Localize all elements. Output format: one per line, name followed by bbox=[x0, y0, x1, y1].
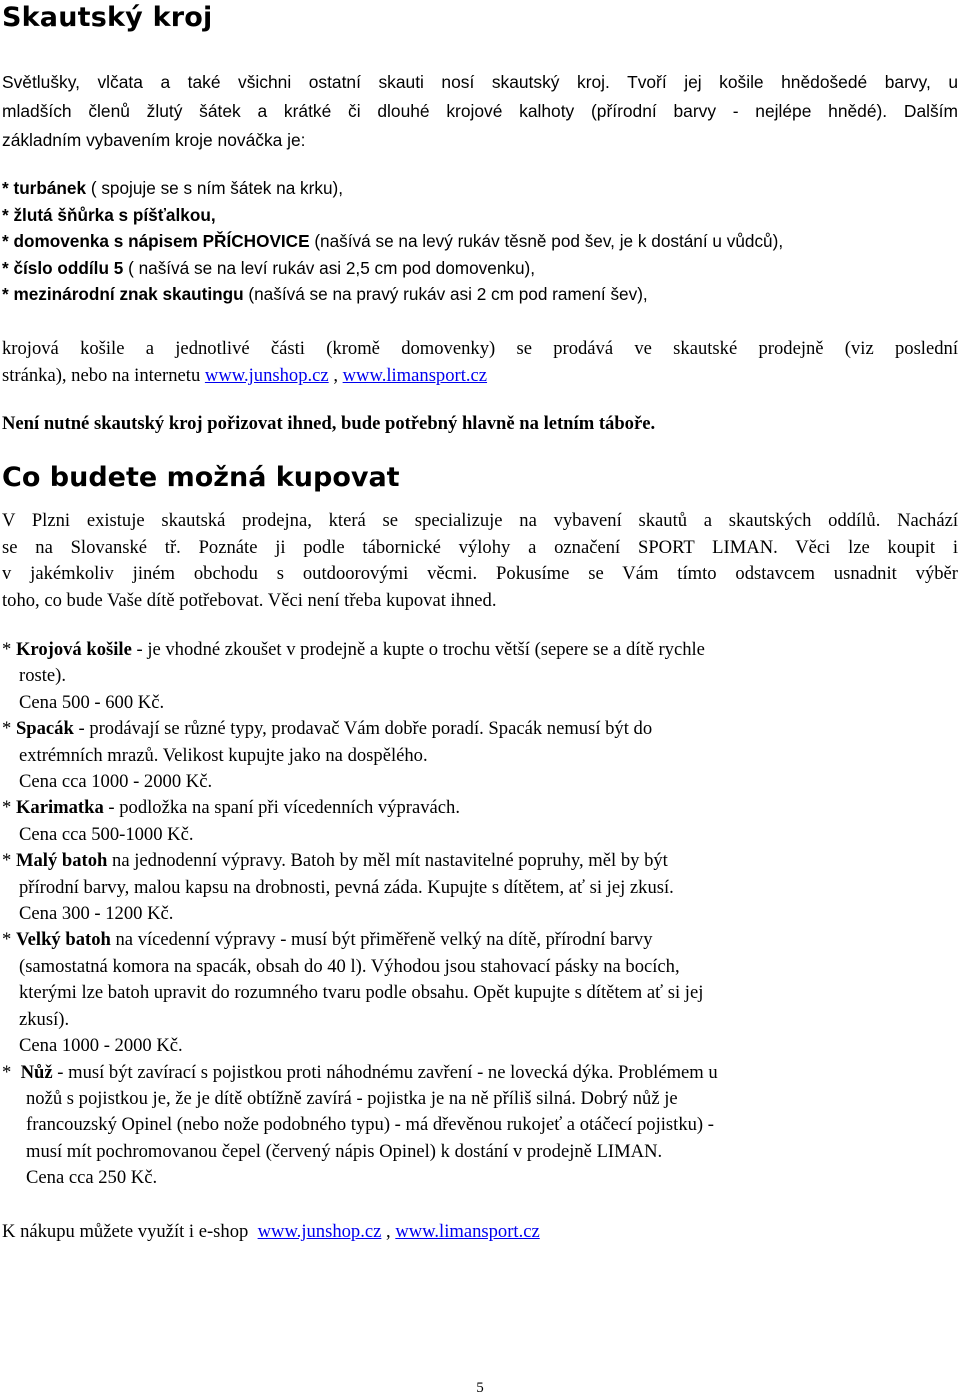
section-title: Co budete možná kupovat bbox=[2, 462, 400, 493]
list-item bbox=[2, 255, 958, 282]
list-item bbox=[2, 202, 958, 229]
item-name: * žlutá šňůrka s píšťalkou, bbox=[2, 204, 216, 225]
item-desc: extrémních mrazů. Velikost kupujte jako na dospělého. bbox=[19, 744, 428, 766]
junshop-link[interactable]: www.junshop.cz bbox=[257, 1221, 382, 1242]
item-price: Cena cca 1000 - 2000 Kč. bbox=[19, 771, 213, 793]
shop-line: v jakémkoliv jiném obchodu s outdoorovými věcmi. Pokusíme se Vám tímto odstavcem usnadnit výběr bbox=[2, 563, 958, 584]
list-item-mat bbox=[2, 795, 902, 848]
item-name: Malý batoh bbox=[15, 850, 108, 872]
list-item-big-backpack bbox=[2, 927, 902, 1059]
limansport-link[interactable]: www.limansport.cz bbox=[342, 365, 488, 386]
intro-line: mladších členů žlutý šátek a krátké či dlouhé krojové kalhoty (přírodní barvy - nejlépe hnědé). Dalším bbox=[2, 101, 958, 121]
item-name: Karimatka bbox=[15, 797, 104, 819]
shirt-paragraph bbox=[2, 335, 958, 389]
item-price: Cena 1000 - 2000 Kč. bbox=[19, 1035, 183, 1057]
item-desc: (našívá se na pravý rukáv asi 2 cm pod ramení šev), bbox=[243, 284, 648, 304]
item-name: Nůž bbox=[20, 1061, 53, 1083]
item-desc: - musí být zavírací s pojistkou proti náhodnému zavření - ne lovecká dýka. Problémem u bbox=[52, 1061, 718, 1083]
eshop-line bbox=[2, 1218, 540, 1245]
list-item-shirt bbox=[2, 637, 902, 716]
item-desc: (samostatná komora na spacák, obsah do 40 l). Výhodou jsou stahovací pásky na bocích, bbox=[19, 955, 680, 977]
intro-paragraph bbox=[2, 68, 958, 155]
item-desc: ( našívá se na leví rukáv asi 2,5 cm pod domovenku), bbox=[123, 257, 536, 278]
bullet: * bbox=[2, 929, 16, 951]
eshop-text: K nákupu můžete využít i e-shop bbox=[2, 1221, 258, 1242]
uniform-note: Není nutné skautský kroj pořizovat ihned, bude potřebný hlavně na letním táboře. bbox=[2, 413, 656, 434]
item-desc: zkusí). bbox=[19, 1008, 70, 1030]
shop-line: V Plzni existuje skautská prodejna, která se specializuje na vybavení skautů a skautských oddílů. Nachází bbox=[2, 510, 958, 531]
item-price: Cena cca 500-1000 Kč. bbox=[19, 823, 194, 845]
item-name: Krojová košile bbox=[15, 639, 132, 660]
item-price: Cena 300 - 1200 Kč. bbox=[19, 903, 174, 925]
item-desc: - podložka na spaní při vícedenních výpravách. bbox=[103, 797, 461, 819]
bullet: * bbox=[2, 1061, 21, 1083]
item-desc: na vícedenní výpravy - musí být přiměřeně velký na dítě, přírodní barvy bbox=[110, 929, 653, 951]
link-separator: , bbox=[328, 365, 343, 386]
list-item bbox=[2, 228, 958, 255]
item-name: * mezinárodní znak skautingu bbox=[2, 284, 244, 304]
item-name: Spacák bbox=[15, 718, 74, 740]
item-desc: přírodní barvy, malou kapsu na drobnosti, pevná záda. Kupujte s dítětem, ať si jej zkusí. bbox=[19, 876, 674, 898]
uniform-items-list bbox=[2, 175, 958, 308]
item-desc: roste). bbox=[19, 665, 66, 687]
bullet: * bbox=[2, 797, 16, 819]
limansport-link[interactable]: www.limansport.cz bbox=[395, 1221, 540, 1242]
item-name: * číslo oddílu 5 bbox=[2, 257, 124, 278]
list-item-knife bbox=[2, 1060, 902, 1192]
intro-line: Světlušky, vlčata a také všichni ostatní skauti nosí skautský kroj. Tvoří jej košile hnědošedé barvy, u bbox=[2, 72, 958, 92]
item-desc: na jednodenní výpravy. Batoh by měl mít nastavitelné popruhy, měl by být bbox=[107, 850, 668, 872]
purchase-items-list bbox=[2, 637, 902, 1192]
list-item bbox=[2, 281, 958, 308]
list-item bbox=[2, 175, 958, 202]
bullet: * bbox=[2, 850, 16, 872]
page-number: 5 bbox=[476, 1380, 484, 1396]
item-desc: - je vhodné zkoušet v prodejně a kupte o trochu větší (sepere se a dítě rychle bbox=[131, 639, 705, 660]
item-desc: kterými lze batoh upravit do rozumného tvaru podle obsahu. Opět kupujte s dítětem ať si jej bbox=[19, 982, 704, 1004]
item-desc: nožů s pojistkou je, že je dítě obtížně zavírá - pojistka je na ně příliš silná. Dobrý nůž je bbox=[26, 1087, 678, 1109]
shop-line: se na Slovanské tř. Poznáte ji podle tábornické výlohy a označení SPORT LIMAN. Věci lze koupit i bbox=[2, 536, 958, 558]
item-desc: ( spojuje se s ním šátek na krku), bbox=[86, 178, 344, 198]
shirt-line bbox=[2, 362, 958, 389]
shirt-line-text: stránka), nebo na internetu bbox=[2, 365, 205, 386]
item-name: * turbánek bbox=[2, 178, 87, 198]
intro-line: základním vybavením kroje nováčka je: bbox=[2, 130, 306, 150]
item-price: Cena cca 250 Kč. bbox=[26, 1167, 158, 1189]
shop-line: toho, co bude Vaše dítě potřebovat. Věci není třeba kupovat ihned. bbox=[2, 589, 497, 611]
item-price: Cena 500 - 600 Kč. bbox=[19, 691, 165, 713]
page-title: Skautský kroj bbox=[2, 2, 213, 33]
item-name: Velký batoh bbox=[15, 929, 111, 951]
bullet: * bbox=[2, 718, 16, 740]
item-desc: francouzský Opinel (nebo nože podobného typu) - má dřevěnou rukojeť a otáčecí pojistku) - bbox=[26, 1114, 714, 1136]
link-separator: , bbox=[381, 1221, 396, 1242]
item-desc: musí mít pochromovanou čepel (červený nápis Opinel) k dostání v prodejně LIMAN. bbox=[26, 1140, 663, 1162]
item-desc: - prodávají se různé typy, prodavač Vám dobře poradí. Spacák nemusí být do bbox=[73, 718, 653, 740]
item-name: * domovenka s nápisem PŘÍCHOVICE bbox=[2, 231, 310, 251]
item-desc: (našívá se na levý rukáv těsně pod šev, je k dostání u vůdců), bbox=[309, 231, 784, 251]
shop-paragraph bbox=[2, 508, 958, 614]
list-item-small-backpack bbox=[2, 848, 902, 927]
bullet: * bbox=[2, 639, 16, 660]
junshop-link[interactable]: www.junshop.cz bbox=[204, 365, 329, 386]
shirt-line: krojová košile a jednotlivé části (kromě domovenky) se prodává ve skautské prodejně (viz poslední bbox=[2, 338, 958, 359]
list-item-sleeping-bag bbox=[2, 716, 902, 795]
